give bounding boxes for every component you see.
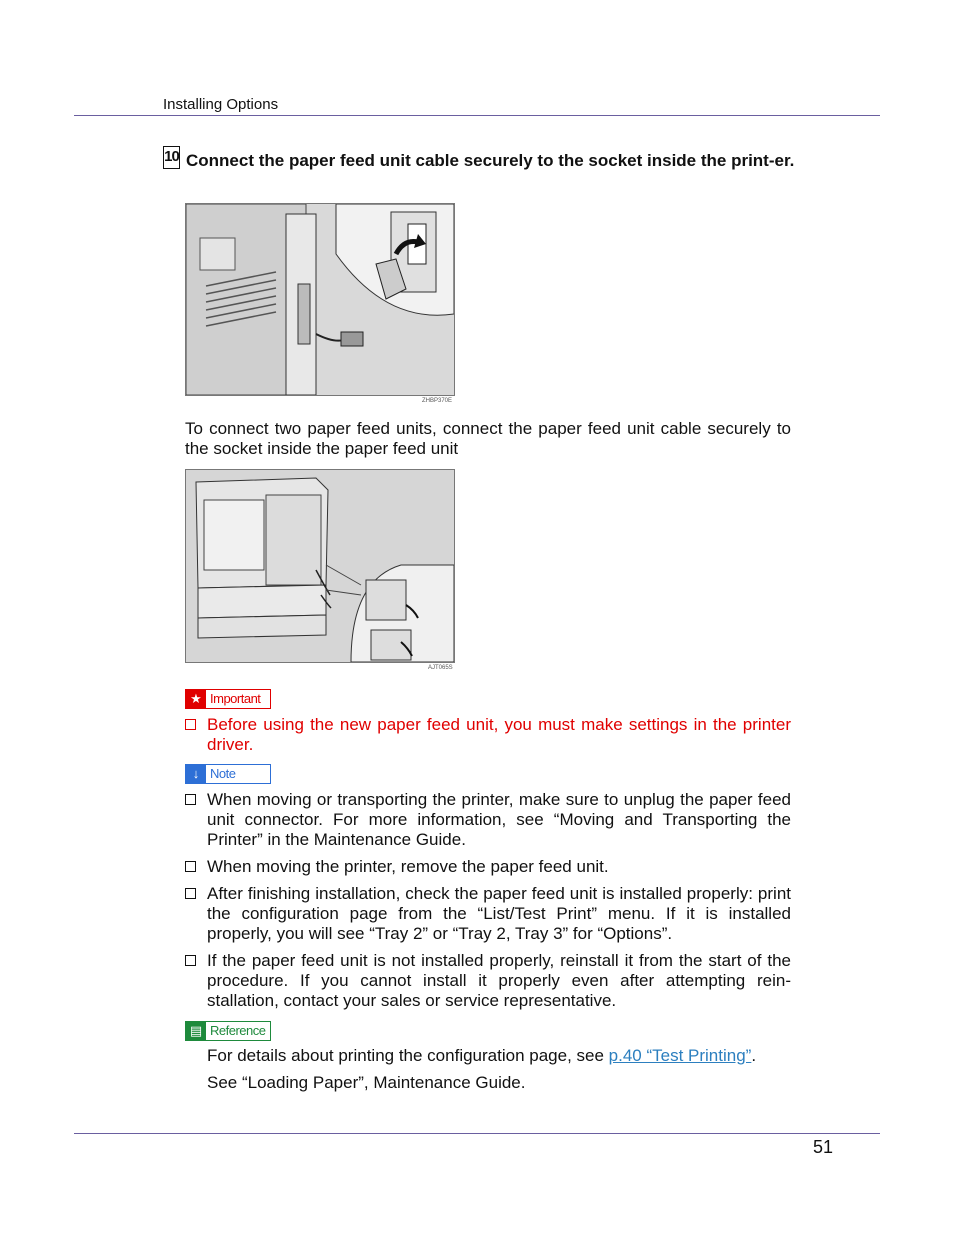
reference-label: Reference xyxy=(210,1023,266,1038)
test-printing-link[interactable]: p.40 “Test Printing” xyxy=(608,1046,752,1065)
printer-rear-socket-illustration xyxy=(186,204,454,395)
reference-suffix: . xyxy=(751,1046,757,1065)
star-icon: ★ xyxy=(186,690,206,708)
note-text: When moving the printer, remove the paper feed unit. xyxy=(207,857,609,876)
page-number: 51 xyxy=(813,1137,834,1157)
note-item xyxy=(185,857,791,877)
note-text: After finishing installation, check the paper feed unit is installed properly: print the configuration page from the “List/Test Print” menu. If it is installed properly, you will see “Tray 2” or “Tray 2, Tray 3” for “Options”. xyxy=(207,884,791,943)
arrow-down-icon: ↓ xyxy=(186,765,206,783)
figure2-code: AJT065S xyxy=(428,665,453,671)
important-label: Important xyxy=(210,691,261,706)
running-header: Installing Options xyxy=(163,96,279,113)
note-item xyxy=(185,951,791,1011)
note-text: If the paper feed unit is not installed properly, reinstall it from the start of the procedure. If you cannot install it properly even after attempting rein-stallation, contact your sales or service representative. xyxy=(207,951,791,1010)
note-item xyxy=(185,790,791,850)
reference-badge xyxy=(185,1021,271,1041)
body-paragraph: To connect two paper feed units, connect the paper feed unit cable securely to the socket inside the paper feed unit xyxy=(185,419,791,458)
note-badge xyxy=(185,764,271,784)
important-item xyxy=(185,715,791,755)
document-icon: ▤ xyxy=(186,1022,206,1040)
step-instruction: Connect the paper feed unit cable securely to the socket inside the print-er. xyxy=(186,151,795,170)
note-text: When moving or transporting the printer, make sure to unplug the paper feed unit connector. For more information, see “Moving and Transporting the Printer” in the Maintenance Guide. xyxy=(207,790,791,849)
checkbox-bullet-icon xyxy=(185,888,196,899)
figure-printer-rear-socket xyxy=(185,203,455,396)
reference-line-2: See “Loading Paper”, Maintenance Guide. xyxy=(207,1073,526,1092)
note-label: Note xyxy=(210,766,236,781)
figure1-code: ZHBP370E xyxy=(422,398,453,404)
footer-rule xyxy=(74,1133,880,1134)
step-number-badge: 10 xyxy=(163,146,180,169)
reference-line-1 xyxy=(207,1046,791,1066)
note-item xyxy=(185,884,791,944)
checkbox-bullet-icon xyxy=(185,794,196,805)
header-rule xyxy=(74,115,880,116)
two-feed-units-illustration xyxy=(186,470,454,662)
checkbox-bullet-icon xyxy=(185,861,196,872)
figure-two-feed-units xyxy=(185,469,455,663)
important-badge xyxy=(185,689,271,709)
checkbox-bullet-icon xyxy=(185,719,196,730)
checkbox-bullet-icon xyxy=(185,955,196,966)
reference-prefix: For details about printing the configuration page, see xyxy=(207,1046,609,1065)
important-text: Before using the new paper feed unit, you must make settings in the printer driver. xyxy=(207,715,791,754)
